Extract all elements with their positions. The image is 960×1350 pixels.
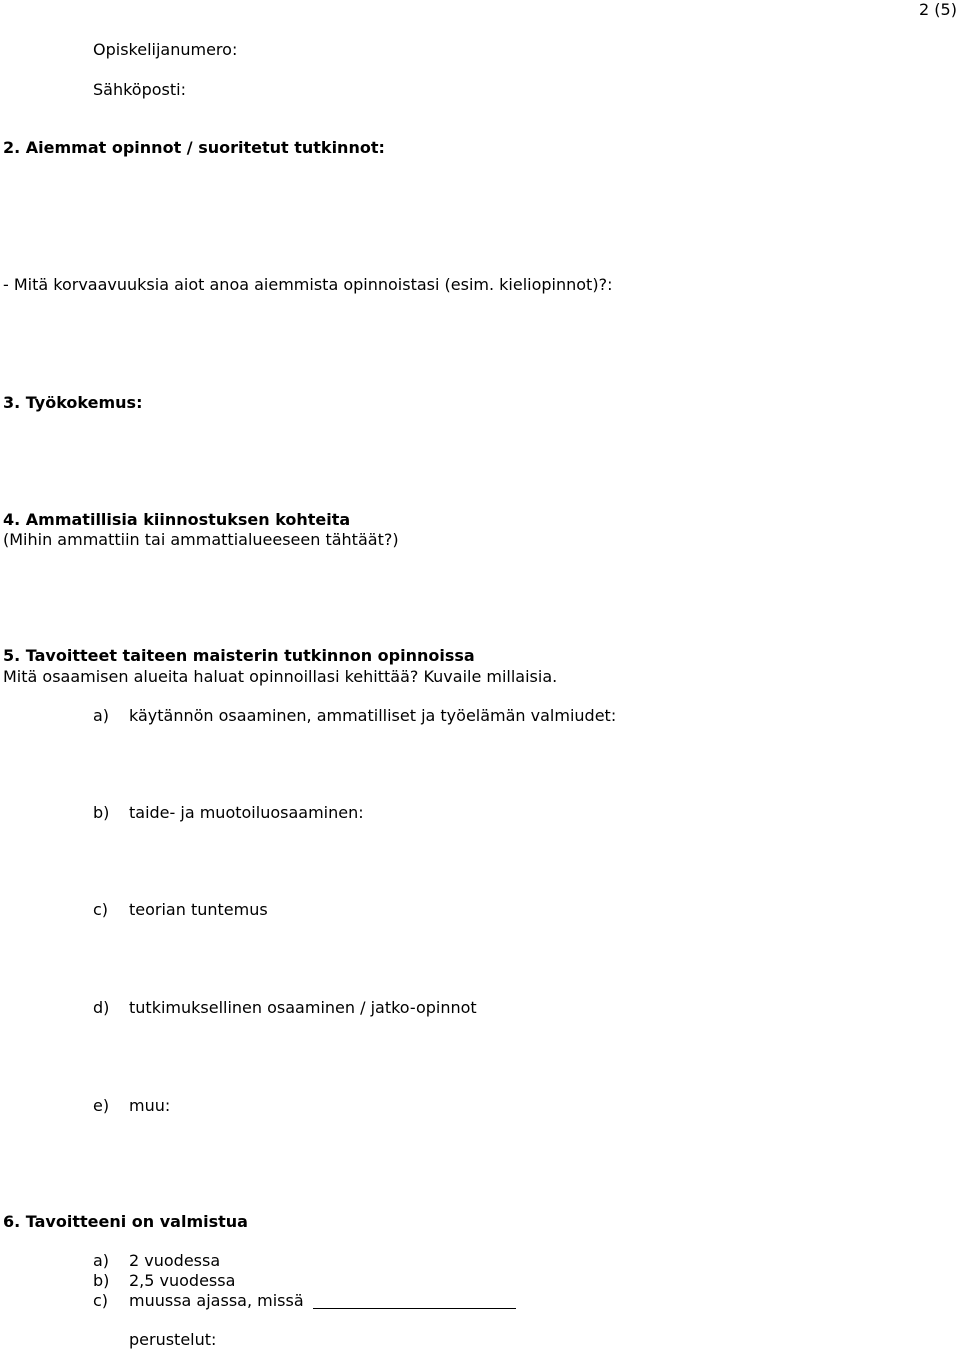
option-letter: c): [93, 1291, 109, 1310]
option-text: 2,5 vuodessa: [129, 1271, 236, 1290]
item-letter: d): [93, 998, 110, 1017]
student-number-label: Opiskelijanumero:: [93, 40, 238, 59]
item-letter: b): [93, 803, 110, 822]
email-label: Sähköposti:: [93, 80, 186, 99]
option-text: muussa ajassa, missä: [129, 1291, 304, 1310]
section-4-heading: 4. Ammatillisia kiinnostuksen kohteita: [3, 510, 351, 529]
item-text: käytännön osaaminen, ammatilliset ja työelämän valmiudet:: [129, 706, 617, 725]
reasons-label: perustelut:: [129, 1330, 217, 1349]
option-letter: a): [93, 1251, 110, 1270]
item-text: tutkimuksellinen osaaminen / jatko-opinnot: [129, 998, 477, 1017]
section-5-subtitle: Mitä osaamisen alueita haluat opinnoillasi kehittää? Kuvaile millaisia.: [3, 667, 558, 686]
item-text: teorian tuntemus: [129, 900, 268, 919]
item-letter: a): [93, 706, 110, 725]
option-text: 2 vuodessa: [129, 1251, 221, 1270]
section-4-subtitle: (Mihin ammattiin tai ammattialueeseen tähtäät?): [3, 530, 399, 549]
section-3-heading: 3. Työkokemus:: [3, 393, 143, 412]
item-text: muu:: [129, 1096, 171, 1115]
other-duration-blank-line[interactable]: [313, 1308, 516, 1309]
section-2-question: - Mitä korvaavuuksia aiot anoa aiemmista opinnoistasi (esim. kieliopinnot)?:: [3, 275, 613, 294]
section-6-heading: 6. Tavoitteeni on valmistua: [3, 1212, 248, 1231]
page-number: 2 (5): [919, 0, 957, 19]
section-2-heading: 2. Aiemmat opinnot / suoritetut tutkinnot:: [3, 138, 385, 157]
section-5-heading: 5. Tavoitteet taiteen maisterin tutkinnon opinnoissa: [3, 646, 475, 665]
option-letter: b): [93, 1271, 110, 1290]
item-letter: e): [93, 1096, 110, 1115]
item-text: taide- ja muotoiluosaaminen:: [129, 803, 364, 822]
item-letter: c): [93, 900, 109, 919]
